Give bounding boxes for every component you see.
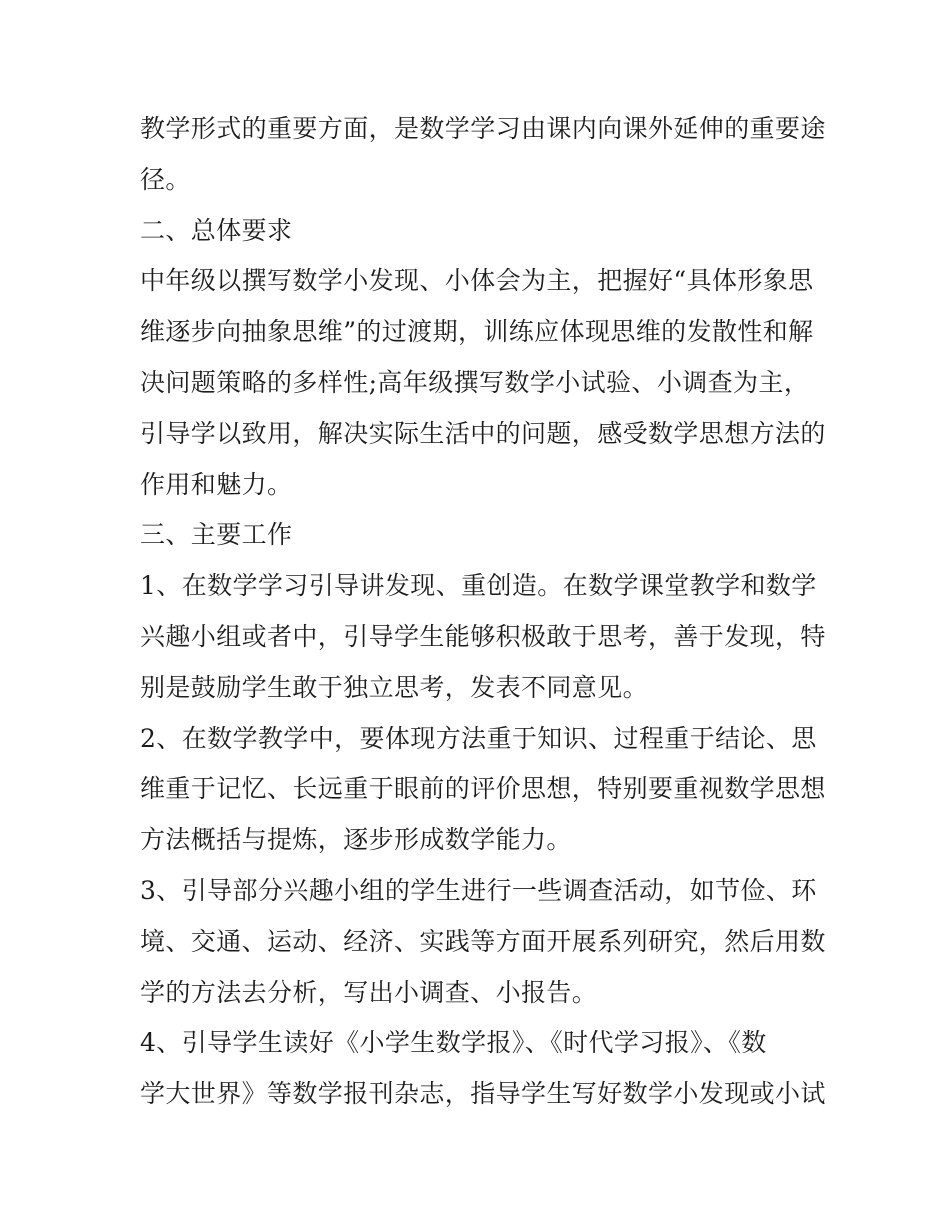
text-line: 1、在数学学习引导讲发现、重创造。在数学课堂教学和数学 (140, 571, 817, 601)
paragraph-intro-continuation (140, 104, 826, 206)
text-line: 境、交通、运动、经济、实践等方面开展系列研究，然后用数 (140, 926, 826, 956)
list-item-4 (140, 1018, 826, 1120)
section-heading-main-work (140, 510, 820, 561)
text-line: 别是鼓励学生敢于独立思考，发表不同意见。 (140, 672, 649, 702)
document-body (140, 104, 826, 1120)
text-line: 4、引导学生读好《小学生数学报》、《时代学习报》、《数 (140, 1028, 767, 1058)
text-line: 兴趣小组或者中，引导学生能够积极敢于思考，善于发现，特 (140, 621, 826, 651)
list-item-3 (140, 866, 826, 1018)
text-line: 维逐步向抽象思维”的过渡期，训练应体现思维的发散性和解 (140, 317, 814, 347)
list-item-1 (140, 561, 826, 713)
text-line: 教学形式的重要方面，是数学学习由课内向课外延伸的重要途 (140, 114, 826, 143)
text-line: 维重于记忆、长远重于眼前的评价思想，特别要重视数学思想 (140, 774, 826, 804)
list-item-2 (140, 714, 826, 866)
text-line: 决问题策略的多样性;高年级撰写数学小试验、小调查为主， (140, 367, 810, 397)
text-line: 径。 (140, 164, 191, 194)
heading-line: 三、主要工作 (140, 520, 293, 550)
text-line: 中年级以撰写数学小发现、小体会为主，把握好“具体形象思 (140, 266, 814, 296)
paragraph-overall-requirements (140, 256, 826, 510)
text-line: 方法概括与提炼，逐步形成数学能力。 (140, 825, 572, 855)
text-line: 2、在数学教学中，要体现方法重于知识、过程重于结论、思 (140, 723, 817, 753)
section-heading-overall-requirements (140, 206, 820, 257)
text-line: 学的方法去分析，写出小调查、小报告。 (140, 977, 598, 1007)
text-line: 作用和魅力。 (140, 469, 293, 499)
heading-line: 二、总体要求 (140, 215, 293, 245)
text-line: 引导学以致用，解决实际生活中的问题，感受数学思想方法的 (140, 418, 826, 448)
text-line: 学大世界》等数学报刊杂志，指导学生写好数学小发现或小试 (140, 1079, 826, 1109)
text-line: 3、引导部分兴趣小组的学生进行一些调查活动，如节俭、环 (140, 875, 817, 905)
